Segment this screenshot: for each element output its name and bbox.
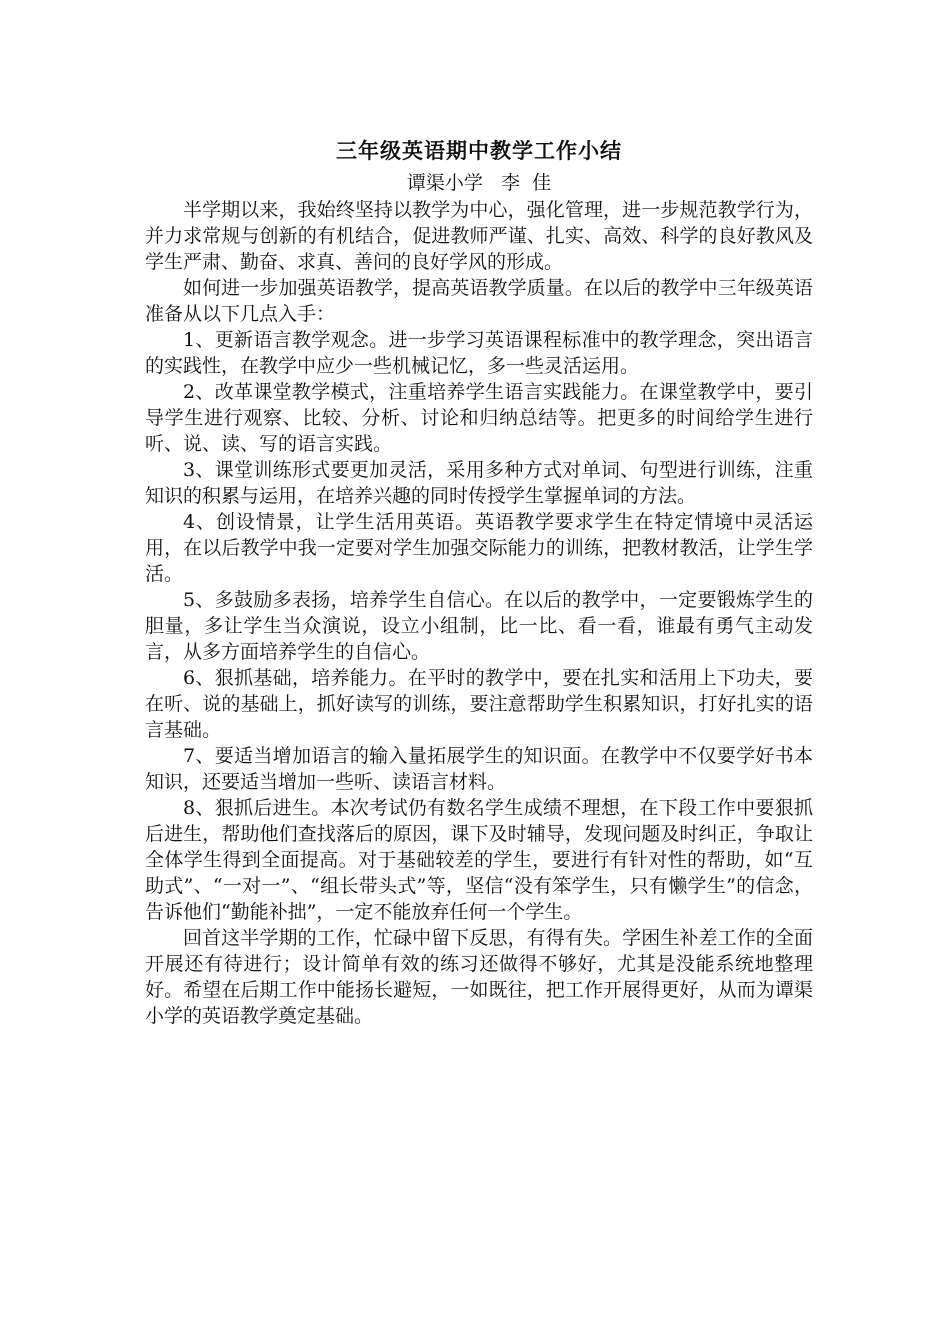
paragraph-point-5: 5、多鼓励多表扬，培养学生自信心。在以后的教学中，一定要锻炼学生的胆量，多让学生当众演说，设立小组制，比一比、看一看，谁最有勇气主动发言，从多方面培养学生的自信心。 xyxy=(145,589,813,663)
paragraph-plan: 如何进一步加强英语教学，提高英语教学质量。在以后的教学中三年级英语准备从以下几点入手： xyxy=(145,277,813,325)
paragraph-point-1: 1、更新语言教学观念。进一步学习英语课程标准中的教学理念，突出语言的实践性，在教学中应少一些机械记忆，多一些灵活运用。 xyxy=(145,329,813,377)
paragraph-point-4: 4、创设情景，让学生活用英语。英语教学要求学生在特定情境中灵活运用，在以后教学中我一定要对学生加强交际能力的训练，把教材教活，让学生学活。 xyxy=(145,511,813,585)
document-body xyxy=(145,133,813,1029)
paragraph-conclusion: 回首这半学期的工作，忙碌中留下反思，有得有失。学困生补差工作的全面开展还有待进行；设计简单有效的练习还做得不够好，尤其是没能系统地整理好。希望在后期工作中能扬长避短，一如既往，把工作开展得更好，从而为谭渠小学的英语教学奠定基础。 xyxy=(145,927,813,1027)
paragraph-point-8: 8、狠抓后进生。本次考试仍有数名学生成绩不理想，在下段工作中要狠抓后进生，帮助他们查找落后的原因，课下及时辅导，发现问题及时纠正，争取让全体学生得到全面提高。对于基础较差的学生，要进行有针对性的帮助，如“互助式”、“一对一”、“组长带头式”等，坚信“没有笨学生，只有懒学生”的信念，告诉他们“勤能补拙”，一定不能放弃任何一个学生。 xyxy=(145,797,813,923)
paragraph-point-7: 7、要适当增加语言的输入量拓展学生的知识面。在教学中不仅要学好书本知识，还要适当增加一些听、读语言材料。 xyxy=(145,745,813,793)
paragraph-point-2: 2、改革课堂教学模式，注重培养学生语言实践能力。在课堂教学中，要引导学生进行观察、比较、分析、讨论和归纳总结等。把更多的时间给学生进行听、说、读、写的语言实践。 xyxy=(145,381,813,455)
document-title: 三年级英语期中教学工作小结 xyxy=(336,138,622,163)
paragraph-point-3: 3、课堂训练形式要更加灵活，采用多种方式对单词、句型进行训练，注重知识的积累与运用，在培养兴趣的同时传授学生掌握单词的方法。 xyxy=(145,459,813,507)
paragraph-point-6: 6、狠抓基础，培养能力。在平时的教学中，要在扎实和活用上下功夫，要在听、说的基础上，抓好读写的训练，要注意帮助学生积累知识，打好扎实的语言基础。 xyxy=(145,667,813,741)
paragraph-intro: 半学期以来，我始终坚持以教学为中心，强化管理，进一步规范教学行为，并力求常规与创新的有机结合，促进教师严谨、扎实、高效、科学的良好教风及学生严肃、勤奋、求真、善问的良好学风的形成。 xyxy=(145,199,813,273)
author-line: 谭渠小学 李 佳 xyxy=(406,172,552,194)
